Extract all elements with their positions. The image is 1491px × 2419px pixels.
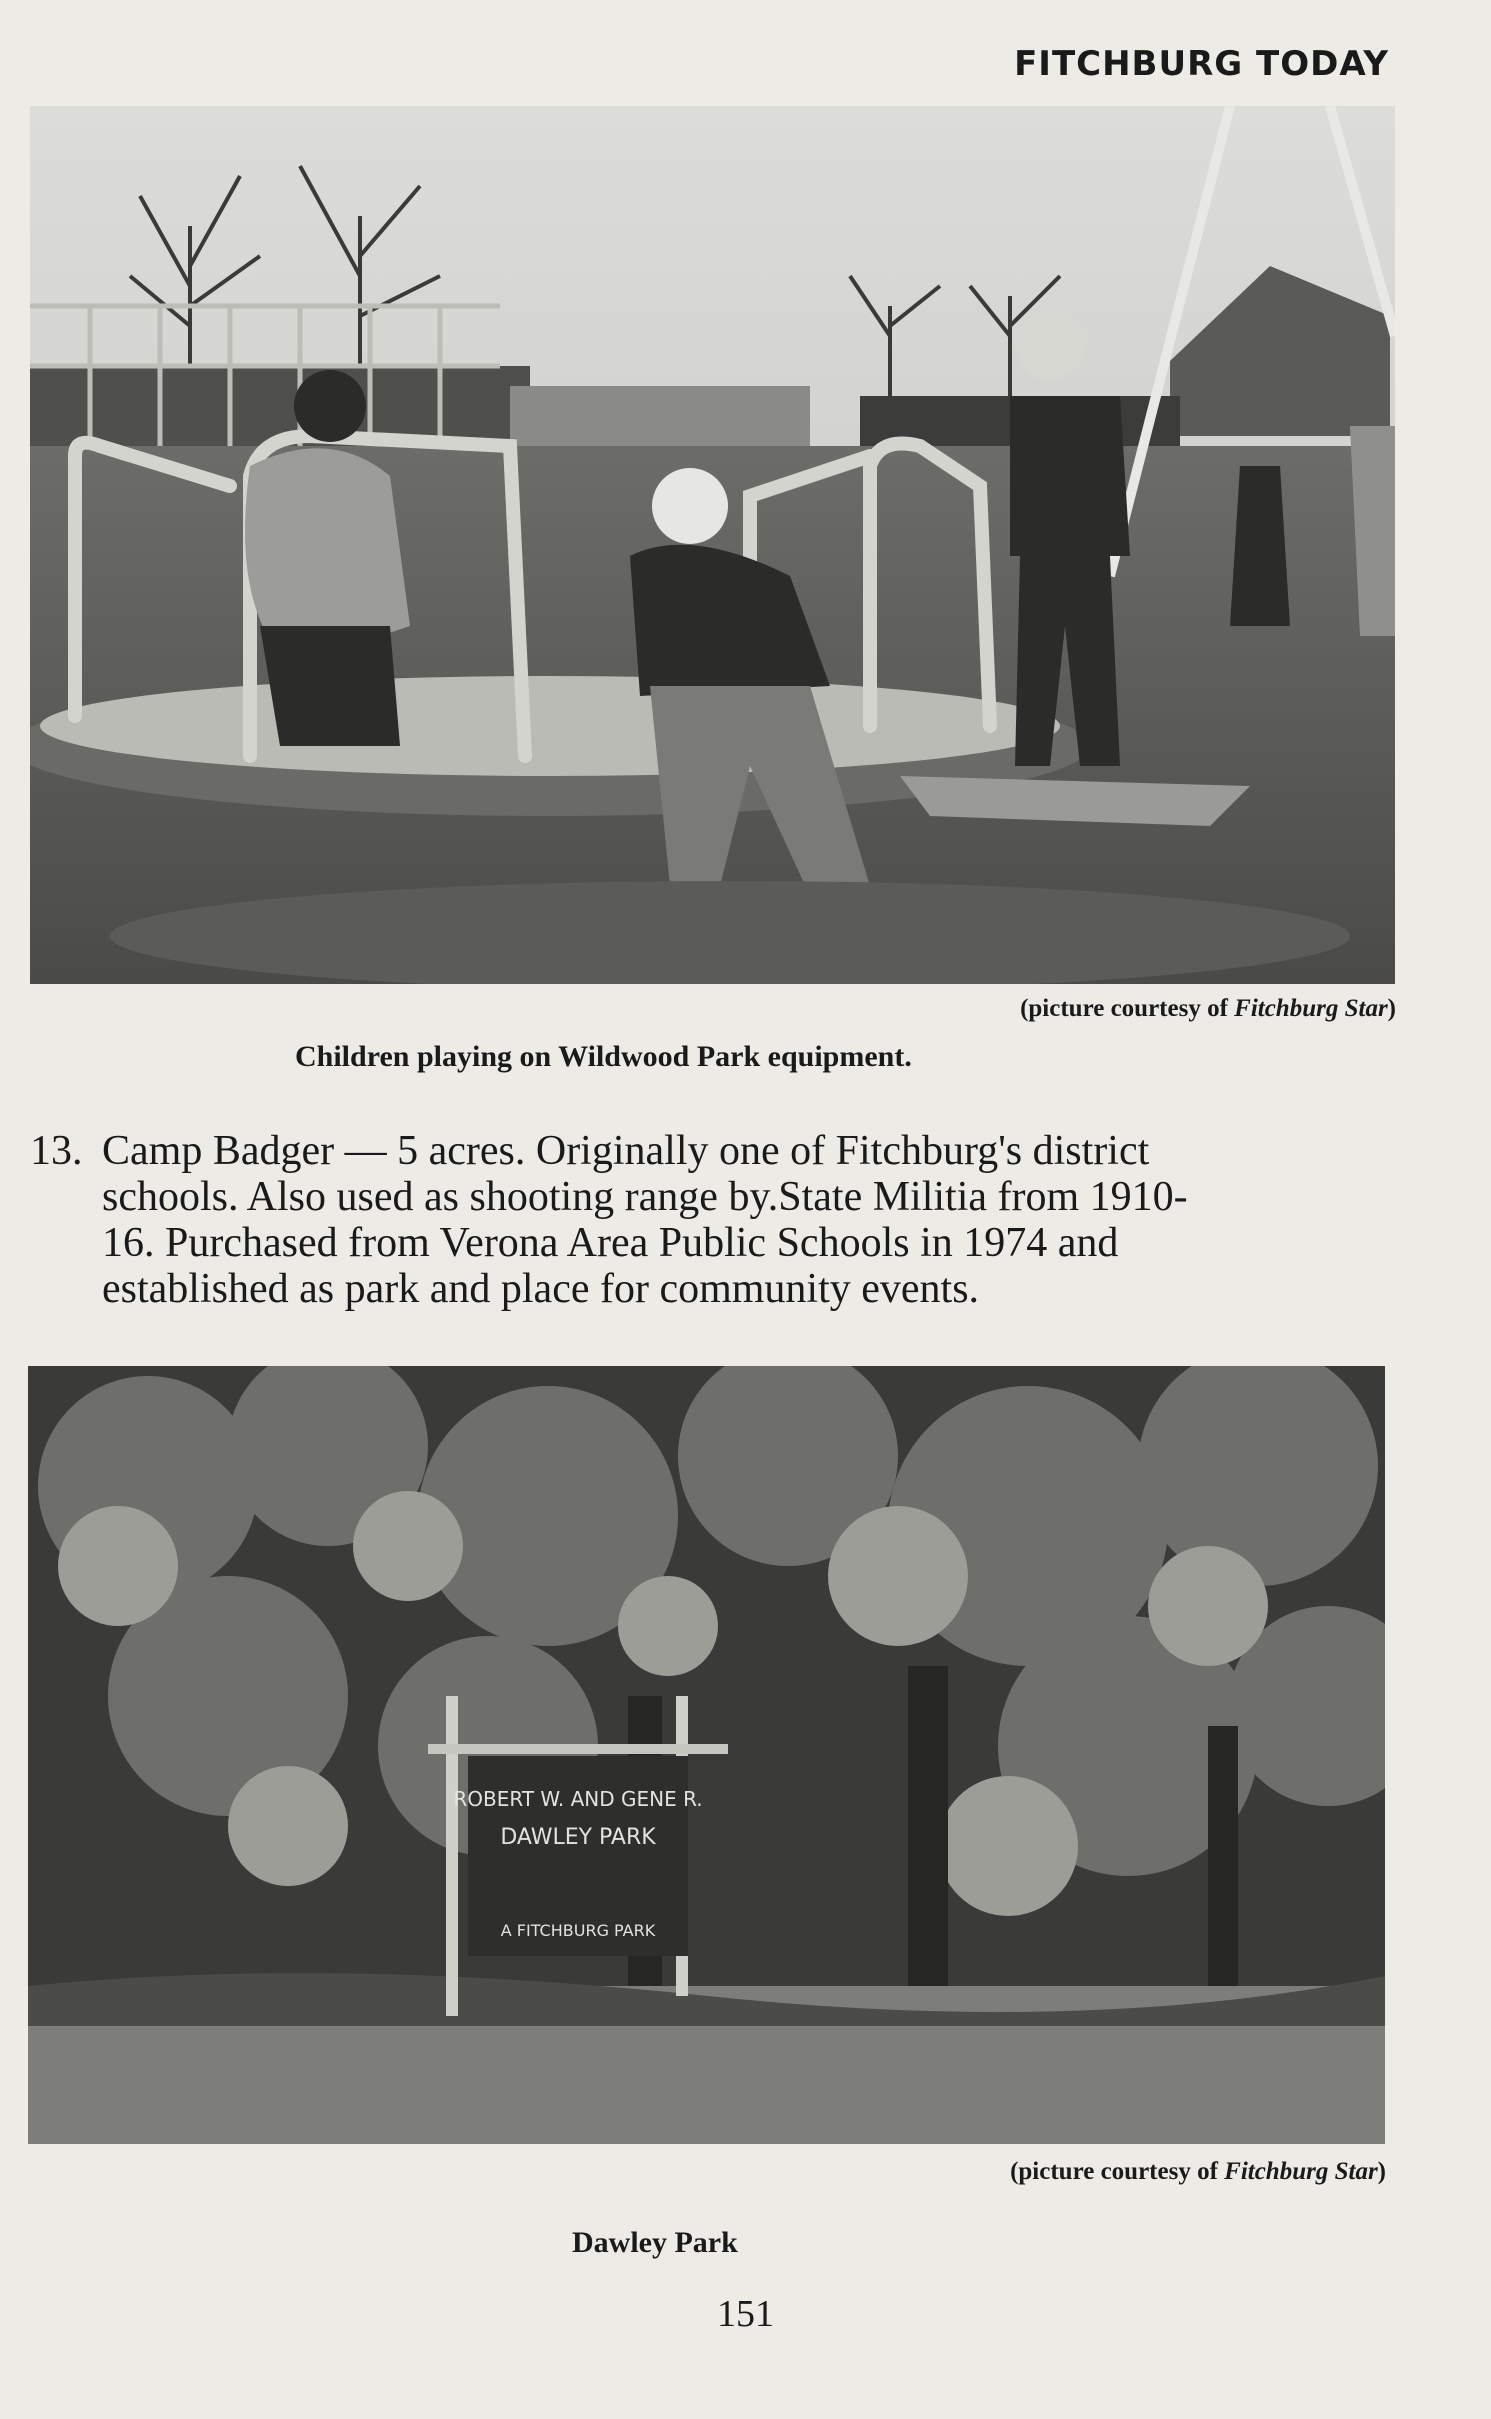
photo-caption: Children playing on Wildwood Park equipment. [295,1040,912,1073]
photo-credit: (picture courtesy of Fitchburg Star) [1020,995,1396,1022]
entry-line: schools. Also used as shooting range by.State Militia from 1910- [102,1174,1188,1220]
sign-line-2: DAWLEY PARK [500,1825,656,1850]
playground-photo [30,106,1395,984]
entry-line: established as park and place for community events. [102,1266,980,1312]
dawley-park-photo [28,1366,1385,2144]
photo-caption: Dawley Park [572,2226,738,2259]
entry-number: 13. [30,1128,83,1174]
entry-line: Camp Badger — 5 acres. Originally one of Fitchburg's district [102,1128,1150,1174]
sign-line-1: ROBERT W. AND GENE R. [453,1787,703,1811]
sign-line-3: A FITCHBURG PARK [500,1921,656,1940]
photo-credit: (picture courtesy of Fitchburg Star) [1010,2158,1386,2185]
running-header: FITCHBURG TODAY [1014,44,1389,84]
entry-line: 16. Purchased from Verona Area Public Schools in 1974 and [102,1220,1119,1266]
page-number: 151 [717,2293,774,2335]
